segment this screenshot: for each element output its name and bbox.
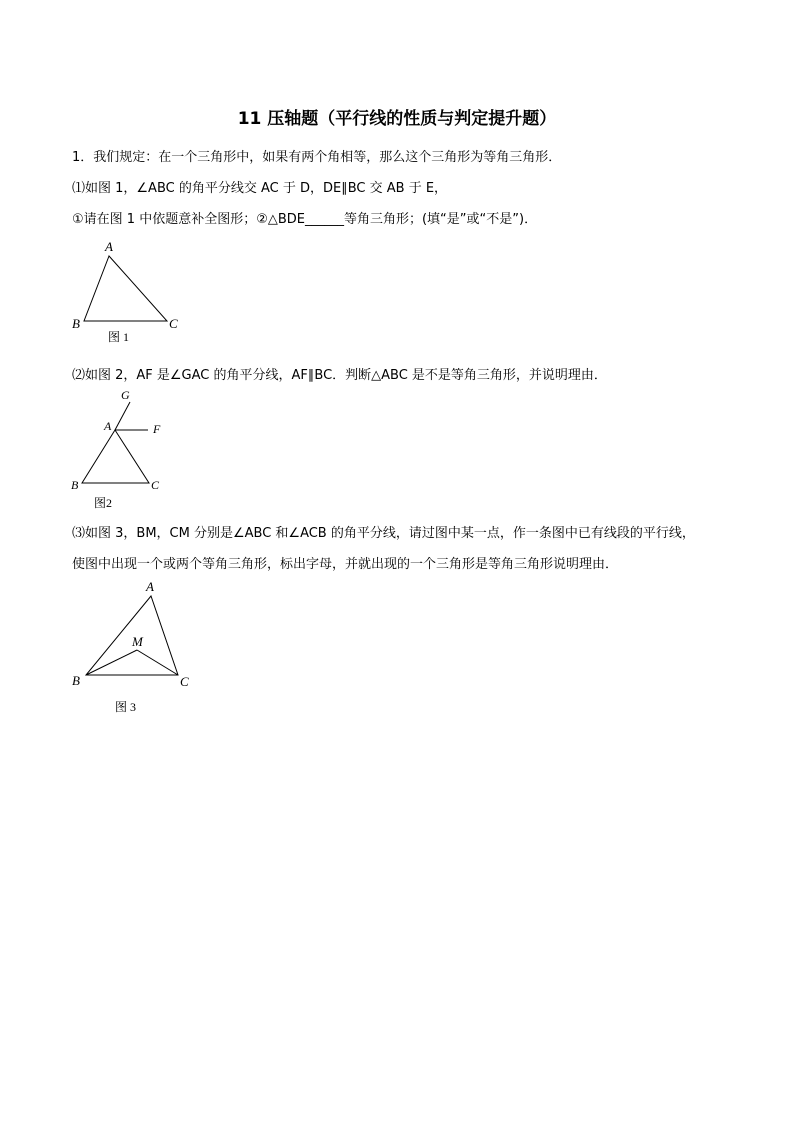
part3-line2: 使图中出现一个或两个等角三角形，标出字母，并就出现的一个三角形是等角三角形说明理由．	[72, 557, 619, 572]
figure2-label-b: B	[71, 478, 79, 492]
figure2-label-a: A	[104, 419, 112, 433]
figure3-segment-bm	[86, 650, 137, 675]
part1-line1: ⑴如图 1，∠ABC 的角平分线交 AC 于 D，DE∥BC 交 AB 于 E，	[72, 181, 448, 196]
figure1-label-c: C	[169, 316, 178, 331]
part1-line2: ①请在图 1 中依题意补全图形；②△BDE______等角三角形；(填“是”或“不是”)．	[72, 212, 538, 227]
figure3-label-a: A	[146, 579, 154, 594]
page-title: 11 压轴题（平行线的性质与判定提升题）	[237, 109, 557, 129]
figure-1	[60, 238, 200, 348]
part2-line1: ⑵如图 2，AF 是∠GAC 的角平分线，AF∥BC．判断△ABC 是不是等角三角形，并说明理由．	[72, 368, 607, 383]
figure2-label-c: C	[151, 478, 160, 492]
figure3-label-m: M	[132, 634, 143, 649]
figure2-ray-ag	[115, 402, 130, 430]
figure2-triangle	[82, 430, 149, 483]
figure2-caption: 图2	[94, 496, 113, 510]
figure3-segment-cm	[137, 650, 178, 675]
part3-line1: ⑶如图 3，BM，CM 分别是∠ABC 和∠ACB 的角平分线，请过图中某一点，作一条图中已有线段的平行线，	[72, 526, 695, 541]
figure-2	[60, 386, 190, 512]
figure3-label-c: C	[180, 674, 189, 689]
question-intro: 1．我们规定：在一个三角形中，如果有两个角相等，那么这个三角形为等角三角形．	[72, 150, 562, 165]
figure2-label-f: F	[153, 422, 161, 436]
figure3-label-b: B	[72, 673, 80, 688]
figure-3	[60, 576, 200, 716]
figure3-caption: 图 3	[115, 700, 137, 714]
figure1-caption: 图 1	[108, 330, 130, 344]
figure1-triangle	[84, 256, 167, 321]
figure2-label-g: G	[121, 388, 130, 402]
figure1-label-a: A	[105, 239, 113, 254]
figure1-label-b: B	[72, 316, 80, 331]
